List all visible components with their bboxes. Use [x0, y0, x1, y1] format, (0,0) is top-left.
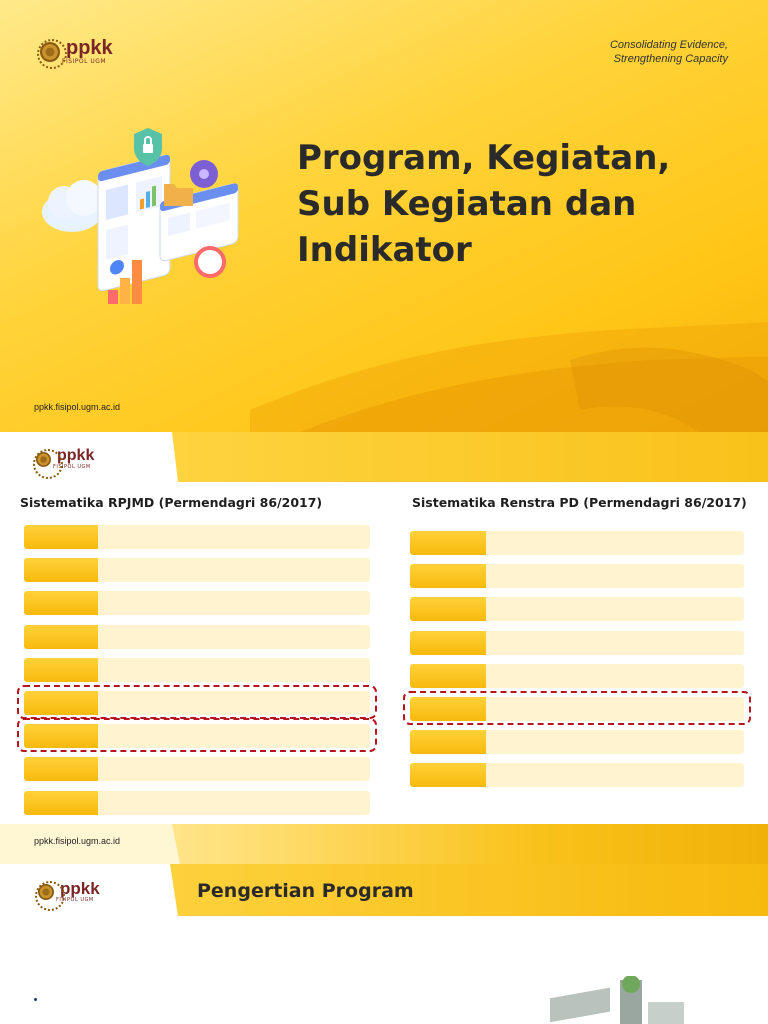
highlight-box [17, 718, 377, 752]
list-row [24, 791, 370, 815]
building-icon [540, 976, 690, 1024]
row-body [98, 791, 370, 815]
row-tag [24, 791, 98, 815]
row-tag [410, 730, 486, 754]
row-tag [410, 597, 486, 621]
row-body [486, 730, 744, 754]
ppkk-logo [36, 448, 94, 470]
row-body [98, 625, 370, 649]
logo-wordmark: ppkk [60, 879, 100, 898]
row-tag [24, 525, 98, 549]
tagline-line2: Strengthening Capacity [613, 53, 728, 65]
logo-wordmark: ppkk [66, 37, 113, 59]
logo-subtext: FISIPOL UGM [56, 897, 94, 903]
row-tag [24, 658, 98, 682]
highlight-box [403, 691, 751, 725]
row-tag [410, 631, 486, 655]
gear-icon [190, 160, 218, 188]
list-row [24, 658, 370, 682]
row-body [486, 664, 744, 688]
row-body [98, 658, 370, 682]
row-tag [410, 763, 486, 787]
page-title [297, 135, 717, 273]
row-body [486, 564, 744, 588]
decorative-wave [250, 300, 768, 432]
row-body [486, 531, 744, 555]
row-body [486, 631, 744, 655]
row-body [98, 558, 370, 582]
title-slide [0, 0, 768, 432]
bullet-marker [34, 998, 37, 1001]
row-body [98, 591, 370, 615]
list-row [410, 564, 744, 588]
row-body [98, 525, 370, 549]
list-row [410, 597, 744, 621]
website-url: ppkk.fisipol.ugm.ac.id [34, 836, 121, 846]
row-tag [24, 591, 98, 615]
tagline [610, 38, 728, 66]
row-tag [410, 531, 486, 555]
list-row [24, 558, 370, 582]
row-body [486, 763, 744, 787]
left-heading: Sistematika RPJMD (Permendagri 86/2017) [20, 495, 323, 510]
list-row [410, 730, 744, 754]
title-line1: Program, Kegiatan, [297, 138, 671, 178]
row-body [486, 597, 744, 621]
tagline-line1: Consolidating Evidence, [609, 39, 728, 51]
university-emblem-icon [40, 42, 60, 62]
row-tag [410, 664, 486, 688]
row-body [98, 757, 370, 781]
logo-subtext: FISIPOL UGM [62, 58, 107, 65]
structure-slide [0, 432, 768, 864]
row-tag [24, 625, 98, 649]
website-url: ppkk.fisipol.ugm.ac.id [34, 402, 121, 412]
highlight-box [17, 685, 377, 719]
right-heading: Sistematika Renstra PD (Permendagri 86/2017) [412, 495, 747, 510]
logo-wordmark: ppkk [57, 447, 95, 464]
title-line2: Sub Kegiatan dan [297, 184, 637, 224]
logo-subtext: FISIPOL UGM [53, 464, 91, 470]
folder-icon [164, 184, 193, 206]
cloud-icon [42, 180, 102, 232]
list-row [410, 763, 744, 787]
row-tag [24, 558, 98, 582]
row-tag [410, 564, 486, 588]
list-row [410, 664, 744, 688]
list-row [24, 757, 370, 781]
list-row [24, 591, 370, 615]
section-title: Pengertian Program [197, 880, 414, 902]
list-row [410, 531, 744, 555]
list-row [24, 525, 370, 549]
ppkk-logo [38, 880, 100, 903]
definition-slide [0, 864, 768, 1024]
row-tag [24, 757, 98, 781]
university-emblem-icon [36, 452, 51, 467]
ppkk-logo [40, 38, 113, 65]
university-emblem-icon [38, 884, 54, 900]
title-line3: Indikator [297, 230, 472, 270]
list-row [24, 625, 370, 649]
dashboard-illustration [38, 122, 248, 312]
list-row [410, 631, 744, 655]
